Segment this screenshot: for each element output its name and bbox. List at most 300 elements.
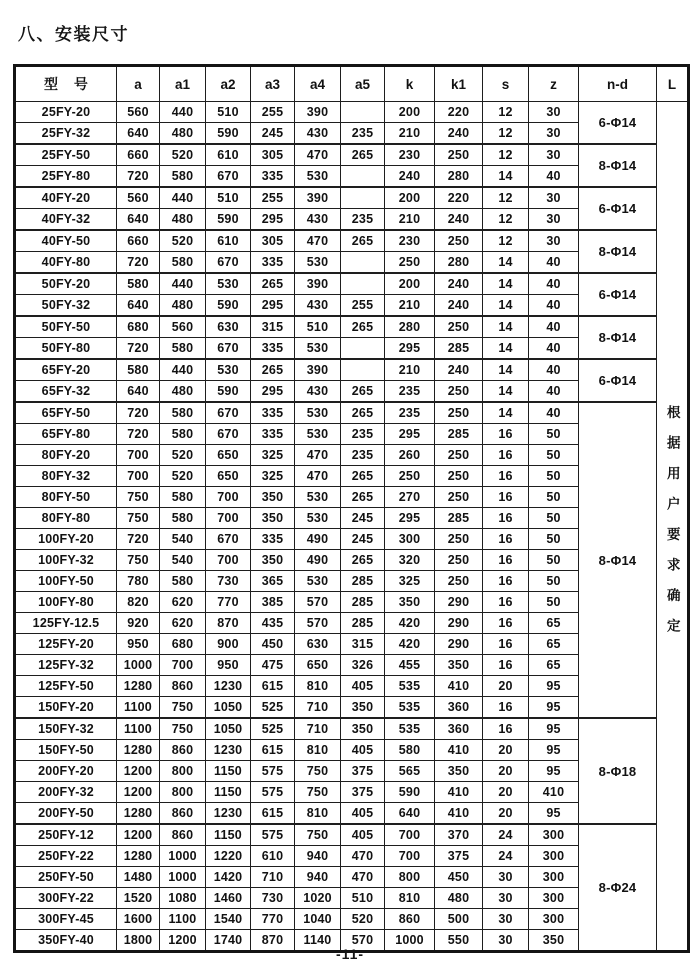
- cell-value: 375: [435, 846, 483, 867]
- table-row: [15, 316, 689, 338]
- cell-value: 750: [160, 697, 206, 719]
- cell-value: 385: [251, 592, 295, 613]
- cell-value: 590: [206, 381, 251, 403]
- cell-value: 860: [160, 740, 206, 761]
- l-note-vertical-text: 根据用户要求确定: [664, 404, 680, 649]
- cell-value: 580: [160, 402, 206, 424]
- cell-value: 430: [295, 123, 341, 145]
- cell-value: 720: [117, 166, 160, 188]
- cell-value: 510: [206, 102, 251, 123]
- cell-value: 390: [295, 102, 341, 123]
- cell-value: 670: [206, 424, 251, 445]
- cell-value: 16: [483, 550, 529, 571]
- cell-value: 20: [483, 761, 529, 782]
- cell-value: 235: [385, 402, 435, 424]
- cell-value: 95: [529, 761, 579, 782]
- cell-model: 40FY-80: [15, 252, 117, 274]
- cell-value: 420: [385, 634, 435, 655]
- cell-value: 16: [483, 445, 529, 466]
- cell-model: 40FY-32: [15, 209, 117, 231]
- cell-model: 250FY-12: [15, 824, 117, 846]
- cell-value: 780: [117, 571, 160, 592]
- cell-value: 290: [435, 613, 483, 634]
- cell-value: 250: [435, 571, 483, 592]
- cell-model: 200FY-20: [15, 761, 117, 782]
- cell-value: 235: [341, 209, 385, 231]
- cell-value: 405: [341, 803, 385, 825]
- cell-value: 540: [160, 550, 206, 571]
- cell-value: 530: [295, 487, 341, 508]
- cell-value: 480: [160, 295, 206, 317]
- cell-value: 20: [483, 740, 529, 761]
- cell-value: 365: [251, 571, 295, 592]
- cell-model: 100FY-80: [15, 592, 117, 613]
- cell-value: 500: [435, 909, 483, 930]
- cell-value: 610: [206, 144, 251, 166]
- cell-value: 700: [160, 655, 206, 676]
- cell-value: 1280: [117, 740, 160, 761]
- cell-value: 870: [251, 930, 295, 952]
- cell-value: 325: [251, 445, 295, 466]
- cell-value: 350: [341, 697, 385, 719]
- cell-value: 295: [251, 209, 295, 231]
- cell-value: 700: [206, 508, 251, 529]
- cell-value: 950: [117, 634, 160, 655]
- cell-value: 230: [385, 230, 435, 252]
- cell-value: 810: [295, 740, 341, 761]
- cell-value: 250: [435, 466, 483, 487]
- cell-value: 480: [160, 381, 206, 403]
- cell-value: 260: [385, 445, 435, 466]
- cell-value: 710: [295, 697, 341, 719]
- cell-value: 640: [117, 123, 160, 145]
- cell-value: 530: [295, 338, 341, 360]
- cell-value: 480: [435, 888, 483, 909]
- cell-value: 65: [529, 634, 579, 655]
- cell-value: 440: [160, 359, 206, 381]
- cell-value: 1000: [160, 846, 206, 867]
- cell-value: 670: [206, 529, 251, 550]
- cell-value: 575: [251, 782, 295, 803]
- col-header-a2: a2: [206, 66, 251, 102]
- cell-value: 1800: [117, 930, 160, 952]
- cell-value: 700: [117, 466, 160, 487]
- cell-value: 255: [251, 102, 295, 123]
- cell-value: 24: [483, 846, 529, 867]
- cell-value: 420: [385, 613, 435, 634]
- cell-value: 50: [529, 445, 579, 466]
- cell-value: 610: [251, 846, 295, 867]
- cell-value: 295: [385, 508, 435, 529]
- cell-value: 12: [483, 123, 529, 145]
- cell-value: 410: [435, 782, 483, 803]
- cell-value: 12: [483, 187, 529, 209]
- cell-nd: 6-Φ14: [579, 102, 657, 145]
- table-row: [15, 144, 689, 166]
- cell-value: 245: [251, 123, 295, 145]
- cell-value: 470: [341, 867, 385, 888]
- cell-value: 510: [295, 316, 341, 338]
- cell-value: 800: [385, 867, 435, 888]
- cell-value: 250: [435, 487, 483, 508]
- cell-value: 220: [435, 187, 483, 209]
- cell-value: 650: [295, 655, 341, 676]
- cell-value: 430: [295, 381, 341, 403]
- cell-value: 405: [341, 676, 385, 697]
- cell-value: 16: [483, 697, 529, 719]
- cell-value: 530: [206, 273, 251, 295]
- cell-model: 200FY-50: [15, 803, 117, 825]
- cell-value: 520: [160, 466, 206, 487]
- table-row: [15, 718, 689, 740]
- cell-value: 16: [483, 571, 529, 592]
- cell-value: 950: [206, 655, 251, 676]
- cell-model: 65FY-80: [15, 424, 117, 445]
- cell-value: 940: [295, 846, 341, 867]
- cell-value: 390: [295, 273, 341, 295]
- cell-value: 50: [529, 592, 579, 613]
- cell-value: 326: [341, 655, 385, 676]
- cell-value: 570: [295, 592, 341, 613]
- cell-model: 100FY-20: [15, 529, 117, 550]
- cell-value: 1000: [117, 655, 160, 676]
- cell-value: 16: [483, 508, 529, 529]
- cell-model: 80FY-20: [15, 445, 117, 466]
- cell-value: 40: [529, 381, 579, 403]
- table-row: [15, 402, 689, 424]
- cell-value: 700: [206, 550, 251, 571]
- cell-value: 900: [206, 634, 251, 655]
- cell-value: 265: [341, 230, 385, 252]
- cell-value: 235: [341, 123, 385, 145]
- cell-value: 50: [529, 424, 579, 445]
- cell-value: 295: [251, 381, 295, 403]
- cell-value: 860: [385, 909, 435, 930]
- cell-value: 250: [385, 252, 435, 274]
- cell-value: 1520: [117, 888, 160, 909]
- cell-value: 295: [385, 424, 435, 445]
- cell-value: 265: [341, 144, 385, 166]
- cell-value: [341, 359, 385, 381]
- cell-value: 730: [206, 571, 251, 592]
- cell-value: 335: [251, 402, 295, 424]
- cell-value: 40: [529, 338, 579, 360]
- cell-value: 14: [483, 316, 529, 338]
- cell-value: 580: [160, 508, 206, 529]
- cell-nd: 8-Φ14: [579, 316, 657, 359]
- cell-value: 230: [385, 144, 435, 166]
- cell-value: 265: [341, 550, 385, 571]
- cell-value: 240: [435, 295, 483, 317]
- cell-value: 1230: [206, 803, 251, 825]
- cell-value: 1220: [206, 846, 251, 867]
- cell-value: 30: [529, 123, 579, 145]
- cell-value: 210: [385, 295, 435, 317]
- cell-value: 680: [160, 634, 206, 655]
- cell-value: 565: [385, 761, 435, 782]
- cell-value: 280: [435, 252, 483, 274]
- cell-model: 65FY-50: [15, 402, 117, 424]
- table-header: [15, 66, 689, 102]
- cell-value: 810: [385, 888, 435, 909]
- cell-value: 530: [295, 424, 341, 445]
- cell-value: 14: [483, 273, 529, 295]
- cell-value: 30: [529, 209, 579, 231]
- cell-value: 620: [160, 592, 206, 613]
- cell-value: 65: [529, 655, 579, 676]
- cell-value: 14: [483, 338, 529, 360]
- cell-value: 255: [251, 187, 295, 209]
- cell-value: 240: [435, 359, 483, 381]
- cell-model: 125FY-32: [15, 655, 117, 676]
- cell-value: 280: [435, 166, 483, 188]
- cell-value: 580: [160, 571, 206, 592]
- cell-value: 580: [160, 252, 206, 274]
- cell-value: 375: [341, 782, 385, 803]
- cell-value: 1200: [160, 930, 206, 952]
- cell-value: 470: [295, 445, 341, 466]
- cell-value: 350: [251, 487, 295, 508]
- cell-value: 1080: [160, 888, 206, 909]
- cell-value: 285: [435, 424, 483, 445]
- cell-value: 20: [483, 676, 529, 697]
- cell-value: 410: [435, 676, 483, 697]
- cell-value: 30: [483, 930, 529, 952]
- cell-value: 200: [385, 187, 435, 209]
- cell-value: 335: [251, 424, 295, 445]
- cell-value: 40: [529, 402, 579, 424]
- cell-value: 580: [160, 487, 206, 508]
- cell-value: 220: [435, 102, 483, 123]
- cell-value: 265: [341, 316, 385, 338]
- cell-value: 40: [529, 166, 579, 188]
- col-header-model: 型 号: [15, 66, 117, 102]
- cell-value: 650: [206, 466, 251, 487]
- cell-value: 12: [483, 209, 529, 231]
- cell-value: 430: [295, 295, 341, 317]
- cell-value: 470: [295, 230, 341, 252]
- cell-value: 1150: [206, 824, 251, 846]
- cell-value: 40: [529, 295, 579, 317]
- cell-value: 305: [251, 144, 295, 166]
- cell-value: 16: [483, 634, 529, 655]
- cell-value: 40: [529, 273, 579, 295]
- cell-value: 30: [529, 230, 579, 252]
- cell-value: 750: [295, 782, 341, 803]
- cell-value: 615: [251, 803, 295, 825]
- cell-value: 240: [385, 166, 435, 188]
- cell-value: 20: [483, 803, 529, 825]
- page-number: -11-: [335, 946, 365, 962]
- cell-model: 40FY-50: [15, 230, 117, 252]
- cell-nd: 8-Φ18: [579, 718, 657, 824]
- cell-value: 14: [483, 402, 529, 424]
- cell-nd: 6-Φ14: [579, 273, 657, 316]
- cell-value: 440: [160, 187, 206, 209]
- cell-value: 235: [385, 381, 435, 403]
- cell-value: 660: [117, 144, 160, 166]
- cell-value: 325: [251, 466, 295, 487]
- cell-value: 525: [251, 697, 295, 719]
- cell-value: 750: [117, 487, 160, 508]
- cell-value: 520: [160, 230, 206, 252]
- cell-value: 265: [251, 359, 295, 381]
- cell-model: 65FY-32: [15, 381, 117, 403]
- cell-model: 25FY-80: [15, 166, 117, 188]
- cell-value: 250: [435, 550, 483, 571]
- col-header-a5: a5: [341, 66, 385, 102]
- page-title: 八、安装尺寸: [18, 25, 129, 44]
- cell-value: 670: [206, 166, 251, 188]
- cell-value: 405: [341, 740, 385, 761]
- cell-l-note: [657, 102, 689, 952]
- cell-value: 295: [385, 338, 435, 360]
- cell-value: 14: [483, 166, 529, 188]
- cell-value: 14: [483, 359, 529, 381]
- cell-value: 770: [206, 592, 251, 613]
- cell-value: 210: [385, 359, 435, 381]
- cell-value: 870: [206, 613, 251, 634]
- cell-nd: 8-Φ14: [579, 402, 657, 718]
- cell-value: 530: [206, 359, 251, 381]
- cell-value: 350: [385, 592, 435, 613]
- cell-value: 16: [483, 487, 529, 508]
- cell-value: 580: [385, 740, 435, 761]
- cell-value: 535: [385, 697, 435, 719]
- cell-value: 640: [117, 209, 160, 231]
- cell-value: 430: [295, 209, 341, 231]
- cell-value: 300: [529, 846, 579, 867]
- cell-value: 570: [341, 930, 385, 952]
- cell-value: 315: [251, 316, 295, 338]
- cell-model: 50FY-50: [15, 316, 117, 338]
- cell-value: 300: [529, 867, 579, 888]
- cell-value: 1100: [160, 909, 206, 930]
- cell-value: 750: [160, 718, 206, 740]
- table-row: [15, 187, 689, 209]
- cell-value: 1230: [206, 740, 251, 761]
- cell-value: 520: [341, 909, 385, 930]
- cell-value: 335: [251, 338, 295, 360]
- col-header-s: s: [483, 66, 529, 102]
- cell-value: 50: [529, 571, 579, 592]
- cell-value: 490: [295, 529, 341, 550]
- cell-value: 300: [529, 909, 579, 930]
- cell-value: 560: [160, 316, 206, 338]
- cell-value: 370: [435, 824, 483, 846]
- cell-value: 350: [435, 655, 483, 676]
- cell-value: 670: [206, 338, 251, 360]
- cell-nd: 8-Φ14: [579, 230, 657, 273]
- cell-nd: 8-Φ24: [579, 824, 657, 952]
- cell-value: 680: [117, 316, 160, 338]
- cell-value: 670: [206, 402, 251, 424]
- cell-value: 250: [435, 381, 483, 403]
- cell-value: 520: [160, 445, 206, 466]
- cell-value: 300: [385, 529, 435, 550]
- cell-model: 50FY-32: [15, 295, 117, 317]
- cell-value: 235: [341, 445, 385, 466]
- cell-model: 125FY-50: [15, 676, 117, 697]
- cell-value: 320: [385, 550, 435, 571]
- cell-value: 580: [160, 166, 206, 188]
- cell-value: 1200: [117, 824, 160, 846]
- cell-model: 80FY-50: [15, 487, 117, 508]
- cell-model: 125FY-20: [15, 634, 117, 655]
- cell-value: 710: [295, 718, 341, 740]
- cell-value: 40: [529, 252, 579, 274]
- col-header-z: z: [529, 66, 579, 102]
- cell-value: 810: [295, 676, 341, 697]
- cell-value: 490: [295, 550, 341, 571]
- cell-value: 265: [341, 487, 385, 508]
- cell-value: 940: [295, 867, 341, 888]
- cell-value: 300: [529, 888, 579, 909]
- cell-model: 100FY-50: [15, 571, 117, 592]
- cell-value: 1280: [117, 803, 160, 825]
- cell-value: 20: [483, 782, 529, 803]
- cell-value: 250: [385, 466, 435, 487]
- cell-value: 95: [529, 740, 579, 761]
- cell-value: 1200: [117, 761, 160, 782]
- cell-value: 30: [483, 888, 529, 909]
- table-row: [15, 824, 689, 846]
- table-row: [15, 102, 689, 123]
- cell-value: 470: [295, 466, 341, 487]
- cell-value: 810: [295, 803, 341, 825]
- cell-value: 405: [341, 824, 385, 846]
- cell-value: 16: [483, 613, 529, 634]
- cell-value: 630: [295, 634, 341, 655]
- col-header-a1: a1: [160, 66, 206, 102]
- cell-value: [341, 338, 385, 360]
- cell-value: 335: [251, 252, 295, 274]
- cell-value: 650: [206, 445, 251, 466]
- cell-value: 590: [385, 782, 435, 803]
- col-header-n-d: n-d: [579, 66, 657, 102]
- cell-value: 520: [160, 144, 206, 166]
- cell-value: 700: [385, 846, 435, 867]
- cell-value: 1020: [295, 888, 341, 909]
- cell-value: 250: [435, 445, 483, 466]
- cell-value: 350: [251, 508, 295, 529]
- cell-value: 720: [117, 529, 160, 550]
- cell-model: 50FY-80: [15, 338, 117, 360]
- cell-value: 525: [251, 718, 295, 740]
- cell-value: 410: [435, 740, 483, 761]
- cell-value: 350: [341, 718, 385, 740]
- cell-value: 550: [435, 930, 483, 952]
- cell-value: 24: [483, 824, 529, 846]
- cell-value: 200: [385, 102, 435, 123]
- cell-value: 95: [529, 676, 579, 697]
- cell-value: 860: [160, 676, 206, 697]
- cell-value: 240: [435, 123, 483, 145]
- cell-value: 200: [385, 273, 435, 295]
- cell-value: [341, 273, 385, 295]
- dimension-table: [13, 64, 690, 953]
- cell-value: 540: [160, 529, 206, 550]
- table-row: [15, 273, 689, 295]
- cell-value: 12: [483, 230, 529, 252]
- cell-value: 535: [385, 676, 435, 697]
- cell-value: 475: [251, 655, 295, 676]
- cell-value: 14: [483, 381, 529, 403]
- cell-value: 1150: [206, 761, 251, 782]
- cell-value: 530: [295, 252, 341, 274]
- cell-value: 630: [206, 316, 251, 338]
- cell-value: 210: [385, 209, 435, 231]
